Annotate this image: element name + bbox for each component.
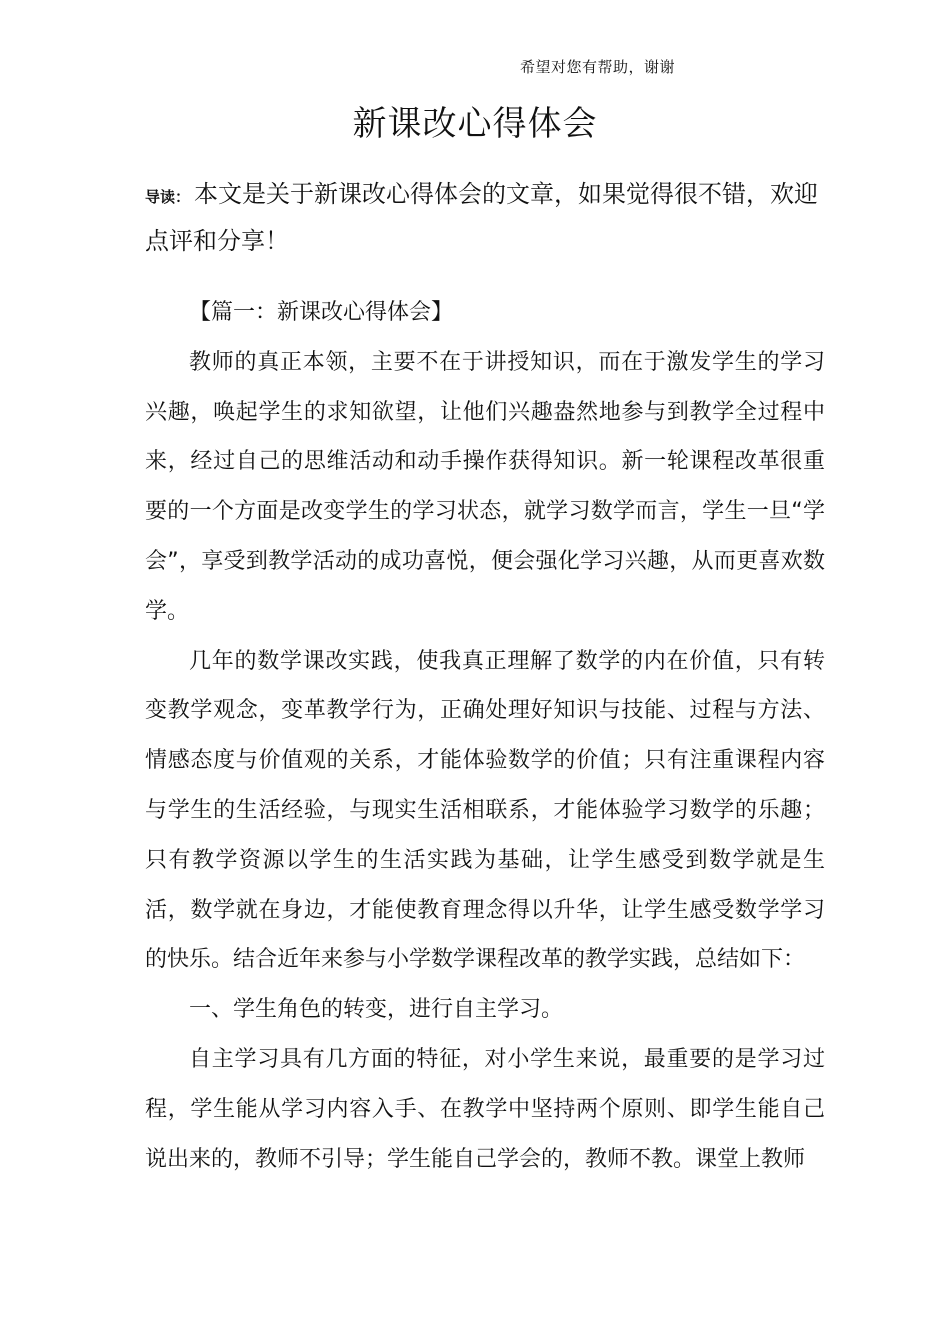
paragraph-2: 几年的数学课改实践，使我真正理解了数学的内在价值，只有转变教学观念，变革教学行为，正确处理好知识与技能、过程与方法、情感态度与价值观的关系，才能体验数学的价值；只有注重课程内容与学生的生活经验，与现实生活相联系，才能体验学习数学的乐趣；只有教学资源以学生的生活实践为基础，让学生感受到数学就是生活，数学就在身边，才能使教育理念得以升华，让学生感受数学学习的快乐。结合近年来参与小学数学课程改革的教学实践，总结如下： (145, 648, 825, 973)
paragraph-4: 自主学习具有几方面的特征，对小学生来说，最重要的是学习过程，学生能从学习内容入手、在教学中坚持两个原则、即学生能自己说出来的，教师不引导；学生能自己学会的，教师不教。课堂上教师 (145, 1046, 825, 1172)
article-body (145, 288, 825, 1184)
section-title: 【篇一：新课改心得体会】 (189, 300, 454, 325)
intro-text: 本文是关于新课改心得体会的文章，如果觉得很不错，欢迎点评和分享！ (145, 180, 819, 255)
intro-label: 导读： (145, 188, 191, 206)
intro-paragraph (145, 172, 825, 263)
document-title: 新课改心得体会 (352, 104, 598, 144)
paragraph-1: 教师的真正本领，主要不在于讲授知识，而在于激发学生的学习兴趣，唤起学生的求知欲望，让他们兴趣盎然地参与到教学全过程中来，经过自己的思维活动和动手操作获得知识。新一轮课程改革很重要的一个方面是改变学生的学习状态，就学习数学而言，学生一旦“学会”，享受到教学活动的成功喜悦，便会强化学习兴趣，从而更喜欢数学。 (145, 349, 825, 624)
header-note: 希望对您有帮助，谢谢 (520, 58, 676, 76)
paragraph-3-heading: 一、学生角色的转变，进行自主学习。 (189, 997, 564, 1023)
